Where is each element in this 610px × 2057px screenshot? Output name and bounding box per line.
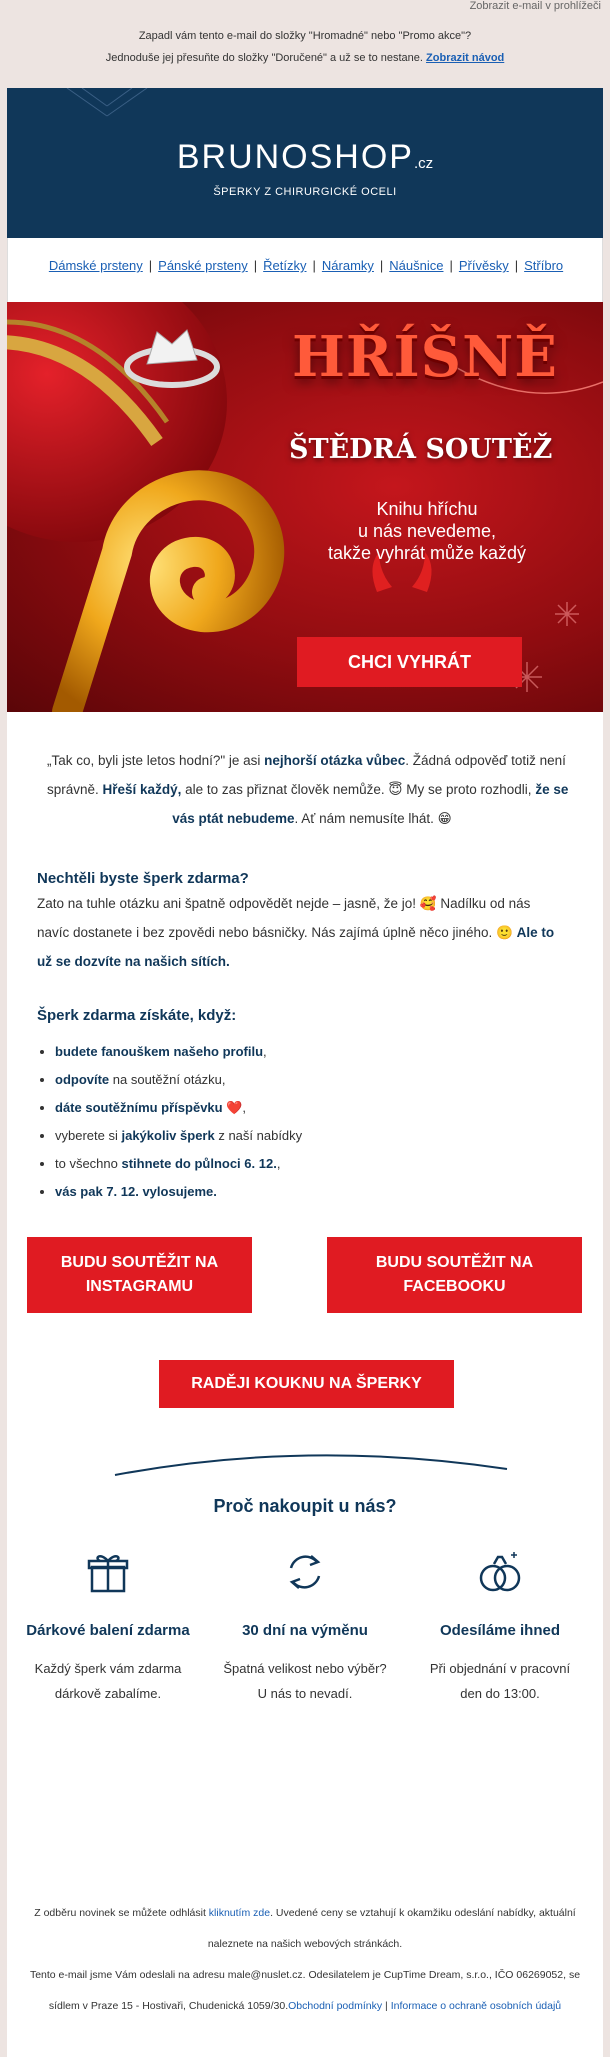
- conditions-list: [55, 1038, 302, 1206]
- condition-item: [55, 1066, 302, 1094]
- intro-text: „Tak co, byli jste letos hodní?" je asi: [47, 753, 265, 768]
- banner-text-line: Knihu hříchu: [376, 499, 478, 519]
- footer-text: sídlem v Praze 15 - Hostivaři, Chudenická 1059/30.: [48, 2000, 289, 2012]
- nav-separator: |: [449, 258, 453, 273]
- condition-bold: vás pak 7. 12. vylosujeme.: [55, 1184, 217, 1199]
- condition-text: ,: [276, 1156, 281, 1171]
- unsubscribe-link[interactable]: kliknutím zde: [208, 1907, 271, 1919]
- privacy-link[interactable]: Informace o ochraně osobních údajů: [390, 2000, 562, 2012]
- email-content: [7, 712, 603, 1894]
- nav-separator: |: [514, 258, 519, 273]
- condition-text: vyberete si: [55, 1128, 122, 1143]
- condition-text: to všechno: [55, 1156, 122, 1171]
- facebook-contest-button[interactable]: [327, 1237, 582, 1313]
- nav-link[interactable]: Stříbro: [524, 258, 564, 273]
- instagram-contest-button[interactable]: [27, 1237, 252, 1313]
- feature-title: Dárkové balení zdarma: [26, 1622, 190, 1639]
- condition-bold: jakýkoliv šperk: [121, 1128, 215, 1143]
- nav-separator: |: [148, 258, 153, 273]
- banner-text-line: u nás nevedeme,: [357, 521, 497, 541]
- feature-text: Při objednání v pracovní: [429, 1661, 571, 1676]
- nav-link[interactable]: Dámské prsteny: [48, 258, 143, 273]
- feature-text: Každý šperk vám zdarma: [34, 1661, 182, 1676]
- feature-text: dárkově zabalíme.: [54, 1686, 162, 1701]
- notice-line-1: Zapadl vám tento e-mail do složky "Hromadné" nebo "Promo akce"?: [138, 30, 472, 42]
- nav-link[interactable]: Náušnice: [389, 258, 444, 273]
- feature-text: Špatná velikost nebo výběr?: [223, 1661, 387, 1676]
- category-nav: [7, 238, 603, 302]
- condition-bold: odpovíte: [55, 1072, 110, 1087]
- intro-text: . Ať nám nemusíte lhát. 😁: [294, 811, 452, 826]
- nav-separator: |: [312, 258, 316, 273]
- condition-item: [55, 1150, 302, 1178]
- nav-separator: |: [253, 258, 258, 273]
- free-jewel-paragraph: [37, 889, 587, 976]
- feature-exchange: [212, 1550, 398, 1706]
- condition-text: ,: [263, 1044, 267, 1059]
- button-label: INSTAGRAMU: [85, 1278, 194, 1295]
- feature-title: 30 dní na výměnu: [242, 1622, 368, 1639]
- nav-link[interactable]: Náramky: [321, 258, 374, 273]
- brand-logo[interactable]: [7, 138, 603, 177]
- brand-name: BRUNOSHOP: [176, 138, 414, 176]
- feature-text: U nás to nevadí.: [257, 1686, 353, 1701]
- condition-item: [55, 1178, 302, 1206]
- show-guide-link[interactable]: Zobrazit návod: [426, 52, 505, 64]
- paragraph-bold: Ale to: [516, 925, 555, 940]
- footer-text: Z odběru novinek se můžete odhlásit: [34, 1907, 209, 1919]
- why-us-heading: Proč nakoupit u nás?: [213, 1496, 397, 1516]
- intro-bold: že se: [535, 782, 569, 797]
- paragraph-line: Zato na tuhle otázku ani špatně odpovědět nejde – jasně, že jo! 🥰 Nadílku od nás: [37, 896, 531, 911]
- condition-item: [55, 1038, 302, 1066]
- footer-text: . Uvedené ceny se vztahují k okamžiku odeslání nabídky, aktuální: [270, 1907, 576, 1919]
- footer-line: [7, 1898, 603, 1929]
- terms-link[interactable]: Obchodní podmínky: [288, 2000, 383, 2012]
- notice-text: Jednoduše jej přesuňte do složky "Doručené" a už se to nestane.: [105, 52, 423, 64]
- free-jewel-heading: Nechtěli byste šperk zdarma?: [37, 870, 249, 887]
- view-in-browser-link[interactable]: Zobrazit e-mail v prohlížeči: [469, 0, 601, 12]
- feature-gift-wrap: [15, 1550, 201, 1706]
- footer-line: [7, 1991, 603, 2022]
- intro-paragraph: [47, 746, 577, 833]
- gift-icon: [86, 1550, 130, 1594]
- banner-subtitle: ŠTĚDRÁ SOUTĚŽ: [289, 434, 553, 465]
- footer-line: Tento e-mail jsme Vám odeslali na adresu male@nuslet.cz. Odesilatelem je CupTime Dream, s.r.o., IČO 06269052, se: [29, 1969, 581, 1981]
- intro-bold: vás ptát nebudeme: [172, 811, 295, 826]
- button-label: FACEBOOKU: [403, 1278, 506, 1295]
- footer-separator: |: [382, 2000, 391, 2012]
- exchange-icon: [283, 1550, 327, 1594]
- want-to-win-button[interactable]: CHCI VYHRÁT: [297, 637, 522, 687]
- nav-link[interactable]: Přívěsky: [458, 258, 509, 273]
- paragraph-line: navíc dostanete i bez zpovědi nebo básničky. Nás zajímá úplně něco jiného. 🙂: [37, 925, 517, 940]
- rings-icon: [476, 1548, 524, 1596]
- intro-text: ale to zas přiznat člověk nemůže. 😇 My se proto rozhodli,: [181, 782, 536, 797]
- nav-link[interactable]: Řetízky: [263, 258, 307, 273]
- condition-item: [55, 1122, 302, 1150]
- banner-text: [307, 498, 547, 564]
- conditions-heading: Šperk zdarma získáte, když:: [37, 1007, 237, 1024]
- brand-tagline: ŠPERKY Z CHIRURGICKÉ OCELI: [213, 186, 397, 198]
- condition-text: ❤️,: [222, 1100, 247, 1115]
- banner-text-line: takže vyhrát může každý: [327, 543, 527, 563]
- feature-text: den do 13:00.: [460, 1686, 540, 1701]
- brand-domain: .cz: [413, 155, 434, 172]
- intro-text: správně.: [47, 782, 103, 797]
- header-banner: [7, 88, 603, 238]
- nav-separator: |: [379, 258, 384, 273]
- feature-shipping: [407, 1550, 593, 1706]
- decorative-swoosh: [7, 1447, 603, 1487]
- footer-line: naleznete na našich webových stránkách.: [207, 1938, 403, 1950]
- paragraph-bold: už se dozvíte na našich sítích.: [37, 954, 230, 969]
- condition-text: na soutěžní otázku,: [109, 1072, 226, 1087]
- condition-bold: dáte soutěžnímu příspěvku: [55, 1100, 223, 1115]
- condition-item: [55, 1094, 302, 1122]
- button-label: BUDU SOUTĚŽIT NA: [375, 1254, 534, 1271]
- notice-line-2: [7, 52, 603, 64]
- intro-bold: nejhorší otázka vůbec: [264, 753, 406, 768]
- banner-title: HŘÍŠNĚ: [292, 324, 558, 390]
- condition-bold: budete fanouškem našeho profilu: [55, 1044, 264, 1059]
- intro-bold: Hřeší každý,: [102, 782, 182, 797]
- nav-link[interactable]: Pánské prsteny: [158, 258, 248, 273]
- condition-text: z naší nabídky: [214, 1128, 303, 1143]
- email-footer: [7, 1894, 603, 2057]
- view-jewels-button[interactable]: RADĚJI KOUKNU NA ŠPERKY: [159, 1360, 454, 1408]
- button-label: BUDU SOUTĚŽIT NA: [60, 1254, 219, 1271]
- intro-text: . Žádná odpověď totiž není: [405, 753, 566, 768]
- contest-banner[interactable]: [7, 302, 603, 712]
- condition-bold: stihnete do půlnoci 6. 12.: [121, 1156, 277, 1171]
- feature-title: Odesíláme ihned: [439, 1622, 561, 1639]
